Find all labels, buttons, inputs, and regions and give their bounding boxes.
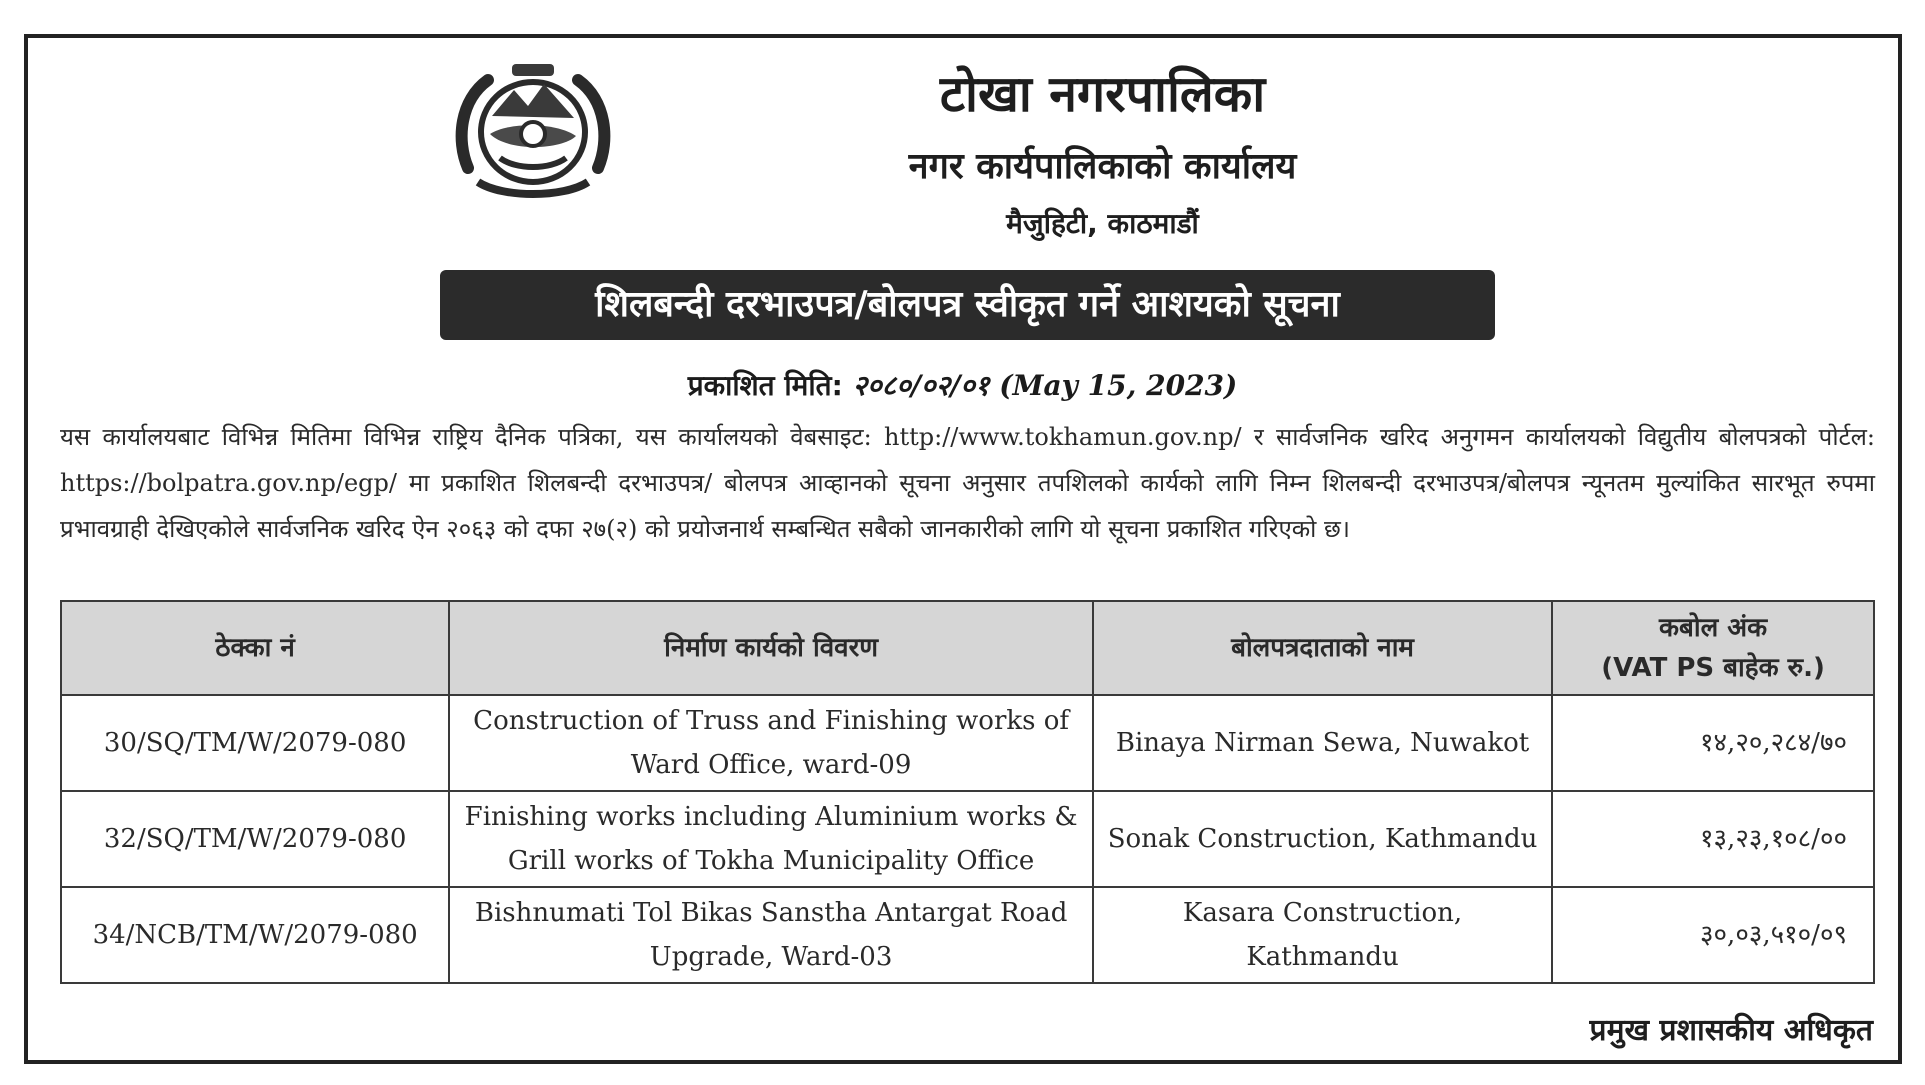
award-table <box>60 600 1875 984</box>
cell-contract-no: 30/SQ/TM/W/2079-080 <box>61 695 449 791</box>
table-row <box>61 791 1874 887</box>
cell-contract-no: 34/NCB/TM/W/2079-080 <box>61 887 449 983</box>
publication-date-bs: २०८०/०२/०१ <box>852 369 990 402</box>
header-amount <box>1552 601 1874 695</box>
header-contract-no: ठेक्का नं <box>61 601 449 695</box>
header-bidder: बोलपत्रदाताको नाम <box>1093 601 1552 695</box>
office-location: मैजुहिटी, काठमाडौं <box>1006 207 1199 240</box>
header-amount-line2: (VAT PS बाहेक रु.) <box>1601 653 1825 683</box>
publication-date-label: प्रकाशित मिति: <box>687 369 843 402</box>
cell-bidder: Kasara Construction, Kathmandu <box>1093 887 1552 983</box>
cell-amount: ३०,०३,५१०/०९ <box>1552 887 1874 983</box>
publication-date <box>0 366 1925 404</box>
cell-description: Construction of Truss and Finishing works of Ward Office, ward-09 <box>449 695 1093 791</box>
cell-amount: १४,२०,२८४/७० <box>1552 695 1874 791</box>
cell-description: Finishing works including Aluminium works & Grill works of Tokha Municipality Office <box>449 791 1093 887</box>
header-amount-line1: कबोल अंक <box>1659 613 1768 643</box>
cell-bidder: Sonak Construction, Kathmandu <box>1093 791 1552 887</box>
notice-body: यस कार्यालयबाट विभिन्न मितिमा विभिन्न राष्ट्रिय दैनिक पत्रिका, यस कार्यालयको वेबसाइट: http://www.tokhamun.gov.np/ र सार्वजनिक खरिद अनुगमन कार्यालयको विद्युतीय बोलपत्रको पोर्टल: https://bolpatra.gov.np/egp/ मा प्रकाशित शिलबन्दी दरभाउपत्र/ बोलपत्र आव्हानको सूचना अनुसार तपशिलको कार्यको लागि निम्न शिलबन्दी दरभाउपत्र/बोलपत्र न्यूनतम मुल्यांकित सारभूत रुपमा प्रभावग्राही देखिएकोले सार्वजनिक खरिद ऐन २०६३ को दफा २७(२) को प्रयोजनार्थ सम्बन्धित सबैको जानकारीको लागि यो सूचना प्रकाशित गरिएको छ। <box>60 423 1875 543</box>
publication-date-ad: (May 15, 2023) <box>999 369 1238 402</box>
cell-amount: १३,२३,१०८/०० <box>1552 791 1874 887</box>
notice-title: शिलबन्दी दरभाउपत्र/बोलपत्र स्वीकृत गर्ने आशयको सूचना <box>440 270 1495 340</box>
cell-contract-no: 32/SQ/TM/W/2079-080 <box>61 791 449 887</box>
signatory-title: प्रमुख प्रशासकीय अधिकृत <box>1589 1013 1873 1048</box>
municipality-name: टोखा नगरपालिका <box>939 65 1266 123</box>
table-header-row <box>61 601 1874 695</box>
cell-bidder: Binaya Nirman Sewa, Nuwakot <box>1093 695 1552 791</box>
header-description: निर्माण कार्यको विवरण <box>449 601 1093 695</box>
table-row <box>61 887 1874 983</box>
cell-description: Bishnumati Tol Bikas Sanstha Antargat Road Upgrade, Ward-03 <box>449 887 1093 983</box>
office-name: नगर कार्यपालिकाको कार्यालय <box>908 146 1297 187</box>
table-row <box>61 695 1874 791</box>
